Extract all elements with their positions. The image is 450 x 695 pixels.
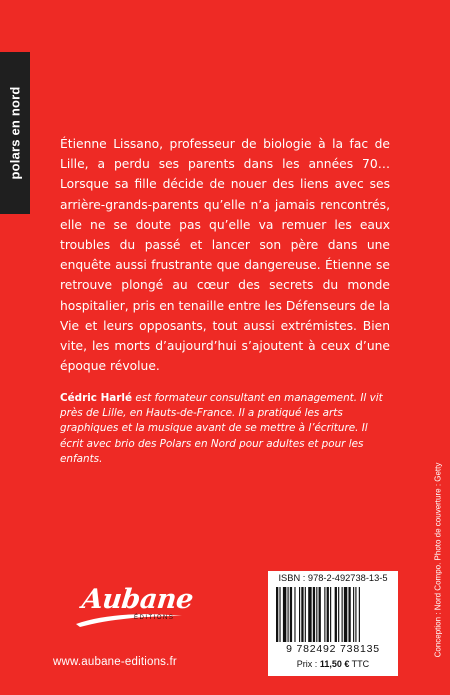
cover-credits: Conception : Nord Compo. Photo de couverture : Getty <box>433 462 443 658</box>
barcode-bar <box>355 587 356 642</box>
author-name: Cédric Harlé <box>60 392 133 404</box>
series-label: polars en nord <box>7 86 23 180</box>
barcode-bar <box>348 587 350 642</box>
author-bio-text: est formateur consultant en management. Il vit près de Lille, en Hauts-de-France. Il a pratiqué les arts graphiques et la musique avant de se mettre à l’écriture. Il écrit avec brio des Polars en Nord pour adultes et pour les enfants. <box>60 392 383 465</box>
barcode-bar <box>316 587 317 642</box>
barcode-bar <box>279 587 280 642</box>
barcode-bar <box>319 587 321 642</box>
barcode-bar <box>330 587 331 642</box>
isbn-label: ISBN : 978-2-492738-13-5 <box>278 573 388 583</box>
barcode-bar <box>283 587 286 642</box>
barcode-bar <box>313 587 315 642</box>
barcode-bar <box>353 587 354 642</box>
barcode-bar <box>305 587 306 642</box>
barcode-bar <box>308 587 311 642</box>
barcode-bar <box>288 587 289 642</box>
barcode-bar <box>324 587 325 642</box>
barcode-bar <box>299 587 300 642</box>
barcode-bar <box>335 587 337 642</box>
barcode-bar <box>342 587 343 642</box>
barcode-bar <box>327 587 329 642</box>
logo-subtext: ÉDITIONS <box>134 615 175 621</box>
barcode-panel <box>268 571 398 676</box>
ean-digits: 9 782492 738135 <box>286 643 380 655</box>
price-label: Prix : 11,50 € TTC <box>296 659 370 669</box>
publisher-logo <box>74 580 195 630</box>
publisher-website[interactable]: www.aubane-editions.fr <box>53 656 177 668</box>
barcode-bars <box>274 587 392 642</box>
barcode-bar <box>344 587 347 642</box>
barcode-bar <box>276 587 278 642</box>
logo-wordmark: Aubane <box>80 584 195 615</box>
barcode-bar <box>359 587 360 642</box>
barcode-bar <box>301 587 303 642</box>
barcode-bar <box>290 587 292 642</box>
book-blurb: Étienne Lissano, professeur de biologie à la fac de Lille, a perdu ses parents dans les années 70… Lorsque sa fille décide de nouer des liens avec ses arrière-grands-parents qu’elle n’a jamais rencontrés, elle ne se doute pas qu’elle va remuer les eaux troubles du passé et lancer son père dans une enquête aussi frustrante que dangereuse. Étienne se retrouve plongé au cœur des secrets du monde hospitalier, pris en tenaille entre les Défenseurs de la Vie et leurs opposants, tout aussi extrémistes. Bien vite, les morts d’aujourd’hui s’ajoutent à ceux d’une époque révolue. <box>60 137 390 374</box>
author-bio <box>60 391 390 467</box>
barcode-bar <box>294 587 295 642</box>
barcode-bar <box>338 587 339 642</box>
price-value: 11,50 € <box>319 659 350 669</box>
